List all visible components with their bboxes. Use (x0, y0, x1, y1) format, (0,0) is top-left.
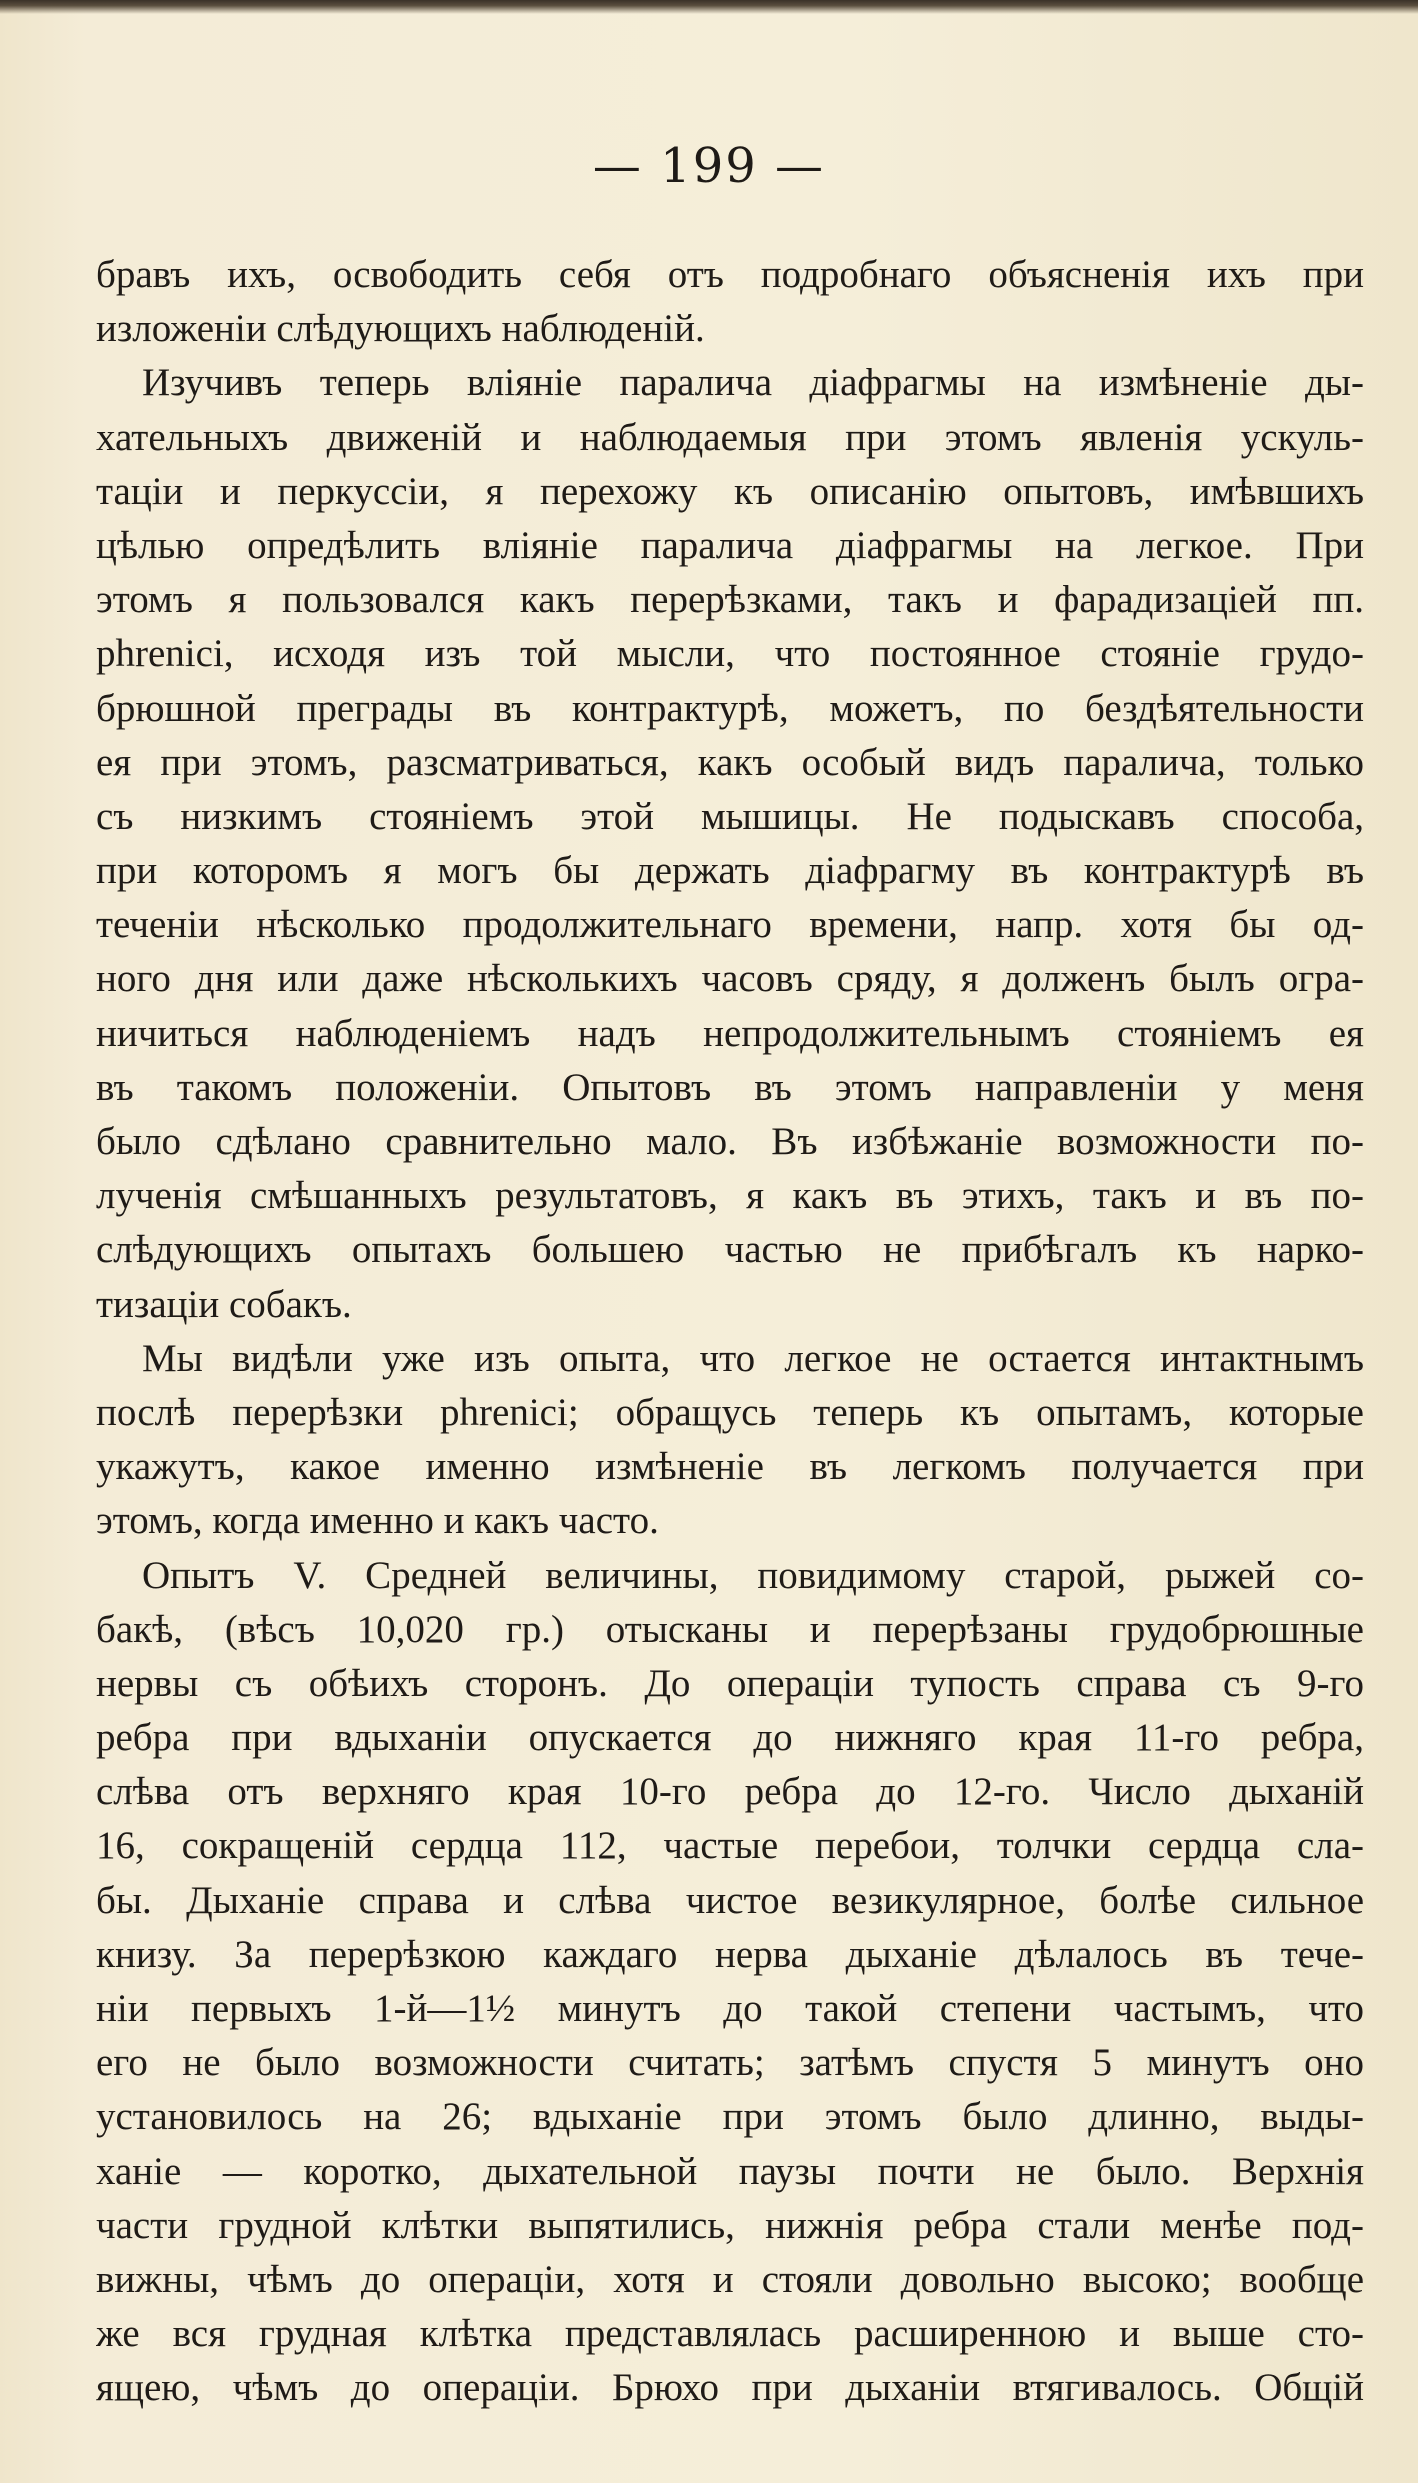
text-line: же вся грудная клѣтка представлялась расширенною и выше сто- (96, 2312, 1364, 2356)
text-line: лученія смѣшанныхъ результатовъ, я какъ въ этихъ, такъ и въ по- (96, 1174, 1364, 1218)
text-line: phrenici, исходя изъ той мысли, что постоянное стояніе грудо- (96, 632, 1364, 676)
text-line: этомъ, когда именно и какъ часто. (96, 1499, 659, 1543)
text-line: теченіи нѣсколько продолжительнаго времени, напр. хотя бы од- (96, 903, 1364, 947)
text-line: бравъ ихъ, освободить себя отъ подробнаго объясненія ихъ при (96, 253, 1364, 296)
text-line: слѣдующихъ опытахъ большею частью не прибѣгалъ къ нарко- (96, 1228, 1364, 1272)
text-line: части грудной клѣтки выпятились, нижнія ребра стали менѣе под- (96, 2203, 1364, 2247)
page-top-edge (0, 0, 1418, 14)
body-text (96, 248, 1364, 2416)
text-line: тизаціи собакъ. (96, 1282, 352, 1326)
text-line: хательныхъ движеній и наблюдаемыя при этомъ явленія ускуль- (96, 415, 1364, 459)
text-line: въ такомъ положеніи. Опытовъ въ этомъ направленіи у меня (96, 1065, 1364, 1109)
text-line: Опытъ V. Средней величины, повидимому старой, рыжей со- (142, 1553, 1364, 1597)
text-line: нервы съ обѣихъ сторонъ. До операціи тупость справа съ 9-го (96, 1661, 1364, 1705)
text-line: ничиться наблюденіемъ надъ непродолжительнымъ стояніемъ ея (96, 1011, 1364, 1055)
text-line: бы. Дыханіе справа и слѣва чистое везикулярное, болѣе сильное (96, 1878, 1364, 1922)
text-line: установилось на 26; вдыханіе при этомъ было длинно, выды- (96, 2095, 1364, 2139)
text-line: цѣлью опредѣлить вліяніе паралича діафрагмы на легкое. При (96, 523, 1364, 567)
text-line: вижны, чѣмъ до операціи, хотя и стояли довольно высоко; вообще (96, 2257, 1364, 2301)
text-line: было сдѣлано сравнительно мало. Въ избѣжаніе возможности по- (96, 1120, 1364, 1163)
text-line: Мы видѣли уже изъ опыта, что легкое не остается интактнымъ (142, 1336, 1364, 1380)
text-line: ящею, чѣмъ до операціи. Брюхо при дыханіи втягивалось. Общій (96, 2366, 1364, 2410)
text-line: слѣва отъ верхняго края 10-го ребра до 12-го. Число дыханій (96, 1770, 1364, 1814)
text-line: таціи и перкуссіи, я перехожу къ описанію опытовъ, имѣвшихъ (96, 469, 1364, 513)
text-line: бакѣ, (вѣсъ 10,020 гр.) отысканы и перерѣзаны грудобрюшные (96, 1607, 1364, 1651)
text-line: его не было возможности считать; затѣмъ спустя 5 минутъ оно (96, 2041, 1364, 2085)
text-line: ея при этомъ, разсматриваться, какъ особый видъ паралича, только (96, 740, 1364, 784)
text-line: послѣ перерѣзки phrenici; обращусь теперь къ опытамъ, которые (96, 1390, 1364, 1434)
text-line: брюшной преграды въ контрактурѣ, можетъ, по бездѣятельности (96, 686, 1364, 730)
text-line: ханіе — коротко, дыхательной паузы почти не было. Верхнія (96, 2149, 1364, 2193)
page-number: — 199 — (592, 138, 826, 194)
text-line: ного дня или даже нѣсколькихъ часовъ сряду, я долженъ былъ огра- (96, 957, 1364, 1001)
text-line: изложеніи слѣдующихъ наблюденій. (96, 307, 705, 351)
text-line: Изучивъ теперь вліяніе паралича діафрагмы на измѣненіе ды- (142, 361, 1364, 405)
text-line: при которомъ я могъ бы держать діафрагму въ контрактурѣ въ (96, 849, 1364, 893)
text-line: 16, сокращеній сердца 112, частые перебои, толчки сердца сла- (96, 1824, 1364, 1868)
text-line: этомъ я пользовался какъ перерѣзками, такъ и фарадизаціей пп. (96, 578, 1364, 622)
text-line: съ низкимъ стояніемъ этой мышицы. Не подыскавъ способа, (96, 794, 1364, 838)
text-line: ребра при вдыханіи опускается до нижняго края 11-го ребра, (96, 1716, 1364, 1760)
text-line: ніи первыхъ 1-й—1½ минутъ до такой степени частымъ, что (96, 1987, 1364, 2030)
text-line: укажутъ, какое именно измѣненіе въ легкомъ получается при (96, 1445, 1364, 1489)
text-line: книзу. За перерѣзкою каждаго нерва дыханіе дѣлалось въ тече- (96, 1932, 1364, 1976)
